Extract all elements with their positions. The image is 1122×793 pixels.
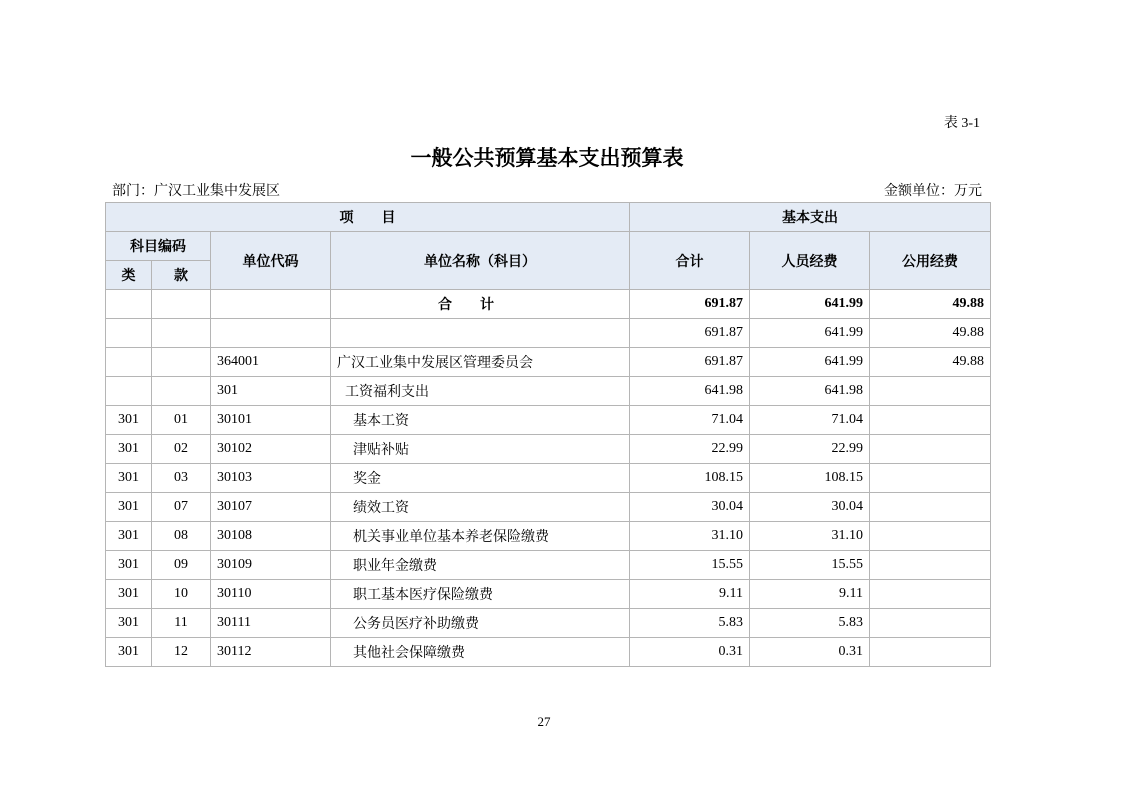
cell-item: 07 bbox=[152, 493, 211, 522]
cell-total: 691.87 bbox=[630, 348, 750, 377]
cell-category: 301 bbox=[106, 406, 152, 435]
budget-table bbox=[105, 202, 991, 667]
cell-personnel: 108.15 bbox=[750, 464, 870, 493]
cell-public: 49.88 bbox=[870, 348, 991, 377]
cell-personnel: 641.99 bbox=[750, 319, 870, 348]
cell-category bbox=[106, 290, 152, 319]
cell-unit-code: 30108 bbox=[211, 522, 331, 551]
cell-category: 301 bbox=[106, 609, 152, 638]
cell-item bbox=[152, 319, 211, 348]
cell-personnel: 22.99 bbox=[750, 435, 870, 464]
cell-category: 301 bbox=[106, 580, 152, 609]
cell-total: 0.31 bbox=[630, 638, 750, 667]
header-public: 公用经费 bbox=[870, 232, 991, 290]
cell-public bbox=[870, 551, 991, 580]
cell-category: 301 bbox=[106, 464, 152, 493]
cell-public: 49.88 bbox=[870, 290, 991, 319]
table-id: 表 3-1 bbox=[943, 116, 980, 131]
header-project: 项 目 bbox=[106, 203, 630, 232]
cell-total: 641.98 bbox=[630, 377, 750, 406]
table-row bbox=[106, 435, 991, 464]
table-row bbox=[106, 377, 991, 406]
cell-total: 31.10 bbox=[630, 522, 750, 551]
cell-category bbox=[106, 319, 152, 348]
cell-unit-name: 津贴补贴 bbox=[331, 435, 630, 464]
cell-public bbox=[870, 580, 991, 609]
cell-public bbox=[870, 377, 991, 406]
cell-total: 9.11 bbox=[630, 580, 750, 609]
cell-item: 08 bbox=[152, 522, 211, 551]
cell-unit-code bbox=[211, 290, 331, 319]
cell-unit-code: 30110 bbox=[211, 580, 331, 609]
cell-total: 5.83 bbox=[630, 609, 750, 638]
header-basic-expenditure: 基本支出 bbox=[630, 203, 991, 232]
table-row-total bbox=[106, 290, 991, 319]
department-label: 部门：广汉工业集中发展区 bbox=[112, 183, 280, 199]
table-row bbox=[106, 609, 991, 638]
cell-unit-name: 职业年金缴费 bbox=[331, 551, 630, 580]
cell-category: 301 bbox=[106, 493, 152, 522]
cell-category: 301 bbox=[106, 435, 152, 464]
cell-total: 108.15 bbox=[630, 464, 750, 493]
cell-category: 301 bbox=[106, 638, 152, 667]
cell-category: 301 bbox=[106, 551, 152, 580]
cell-public bbox=[870, 609, 991, 638]
table-row bbox=[106, 638, 991, 667]
cell-public bbox=[870, 493, 991, 522]
cell-total: 15.55 bbox=[630, 551, 750, 580]
table-row bbox=[106, 348, 991, 377]
cell-item: 11 bbox=[152, 609, 211, 638]
cell-unit-code: 301 bbox=[211, 377, 331, 406]
table-row bbox=[106, 319, 991, 348]
cell-personnel: 15.55 bbox=[750, 551, 870, 580]
header-total: 合计 bbox=[630, 232, 750, 290]
cell-personnel: 641.98 bbox=[750, 377, 870, 406]
cell-personnel: 641.99 bbox=[750, 290, 870, 319]
cell-item: 03 bbox=[152, 464, 211, 493]
page-number: 27 bbox=[537, 714, 551, 729]
cell-total: 22.99 bbox=[630, 435, 750, 464]
cell-item: 01 bbox=[152, 406, 211, 435]
header-unit-name: 单位名称（科目） bbox=[331, 232, 630, 290]
cell-public: 49.88 bbox=[870, 319, 991, 348]
table-row bbox=[106, 551, 991, 580]
cell-item bbox=[152, 290, 211, 319]
table-row bbox=[106, 493, 991, 522]
cell-unit-code bbox=[211, 319, 331, 348]
cell-unit-name: 绩效工资 bbox=[331, 493, 630, 522]
header-item: 款 bbox=[152, 261, 211, 290]
table-row bbox=[106, 464, 991, 493]
header-personnel: 人员经费 bbox=[750, 232, 870, 290]
cell-unit-name: 奖金 bbox=[331, 464, 630, 493]
cell-total: 71.04 bbox=[630, 406, 750, 435]
cell-public bbox=[870, 435, 991, 464]
header-unit-code: 单位代码 bbox=[211, 232, 331, 290]
cell-item: 02 bbox=[152, 435, 211, 464]
cell-item bbox=[152, 377, 211, 406]
cell-public bbox=[870, 522, 991, 551]
header-subject-code: 科目编码 bbox=[106, 232, 211, 261]
cell-unit-code: 30109 bbox=[211, 551, 331, 580]
cell-public bbox=[870, 464, 991, 493]
cell-unit-code: 30112 bbox=[211, 638, 331, 667]
cell-personnel: 0.31 bbox=[750, 638, 870, 667]
header-category: 类 bbox=[106, 261, 152, 290]
cell-unit-code: 30107 bbox=[211, 493, 331, 522]
cell-personnel: 5.83 bbox=[750, 609, 870, 638]
cell-unit-name: 工资福利支出 bbox=[331, 377, 630, 406]
cell-unit-name: 职工基本医疗保险缴费 bbox=[331, 580, 630, 609]
cell-total: 691.87 bbox=[630, 290, 750, 319]
cell-unit-code: 30103 bbox=[211, 464, 331, 493]
cell-personnel: 71.04 bbox=[750, 406, 870, 435]
cell-unit-code: 30102 bbox=[211, 435, 331, 464]
cell-unit-name bbox=[331, 319, 630, 348]
cell-unit-code: 30111 bbox=[211, 609, 331, 638]
cell-category: 301 bbox=[106, 522, 152, 551]
cell-unit-name: 其他社会保障缴费 bbox=[331, 638, 630, 667]
page-title: 一般公共预算基本支出预算表 bbox=[410, 146, 684, 170]
table-row bbox=[106, 406, 991, 435]
cell-unit-code: 30101 bbox=[211, 406, 331, 435]
cell-personnel: 9.11 bbox=[750, 580, 870, 609]
currency-unit-label: 金额单位：万元 bbox=[884, 183, 982, 199]
table-row bbox=[106, 522, 991, 551]
cell-personnel: 31.10 bbox=[750, 522, 870, 551]
cell-public bbox=[870, 406, 991, 435]
cell-public bbox=[870, 638, 991, 667]
cell-category bbox=[106, 377, 152, 406]
cell-personnel: 30.04 bbox=[750, 493, 870, 522]
cell-item bbox=[152, 348, 211, 377]
cell-item: 10 bbox=[152, 580, 211, 609]
cell-unit-name: 基本工资 bbox=[331, 406, 630, 435]
cell-category bbox=[106, 348, 152, 377]
total-label: 合计 bbox=[331, 290, 630, 319]
cell-item: 12 bbox=[152, 638, 211, 667]
cell-personnel: 641.99 bbox=[750, 348, 870, 377]
cell-unit-name: 广汉工业集中发展区管理委员会 bbox=[331, 348, 630, 377]
cell-unit-name: 机关事业单位基本养老保险缴费 bbox=[331, 522, 630, 551]
cell-unit-code: 364001 bbox=[211, 348, 331, 377]
cell-unit-name: 公务员医疗补助缴费 bbox=[331, 609, 630, 638]
table-row bbox=[106, 580, 991, 609]
cell-item: 09 bbox=[152, 551, 211, 580]
cell-total: 691.87 bbox=[630, 319, 750, 348]
cell-total: 30.04 bbox=[630, 493, 750, 522]
